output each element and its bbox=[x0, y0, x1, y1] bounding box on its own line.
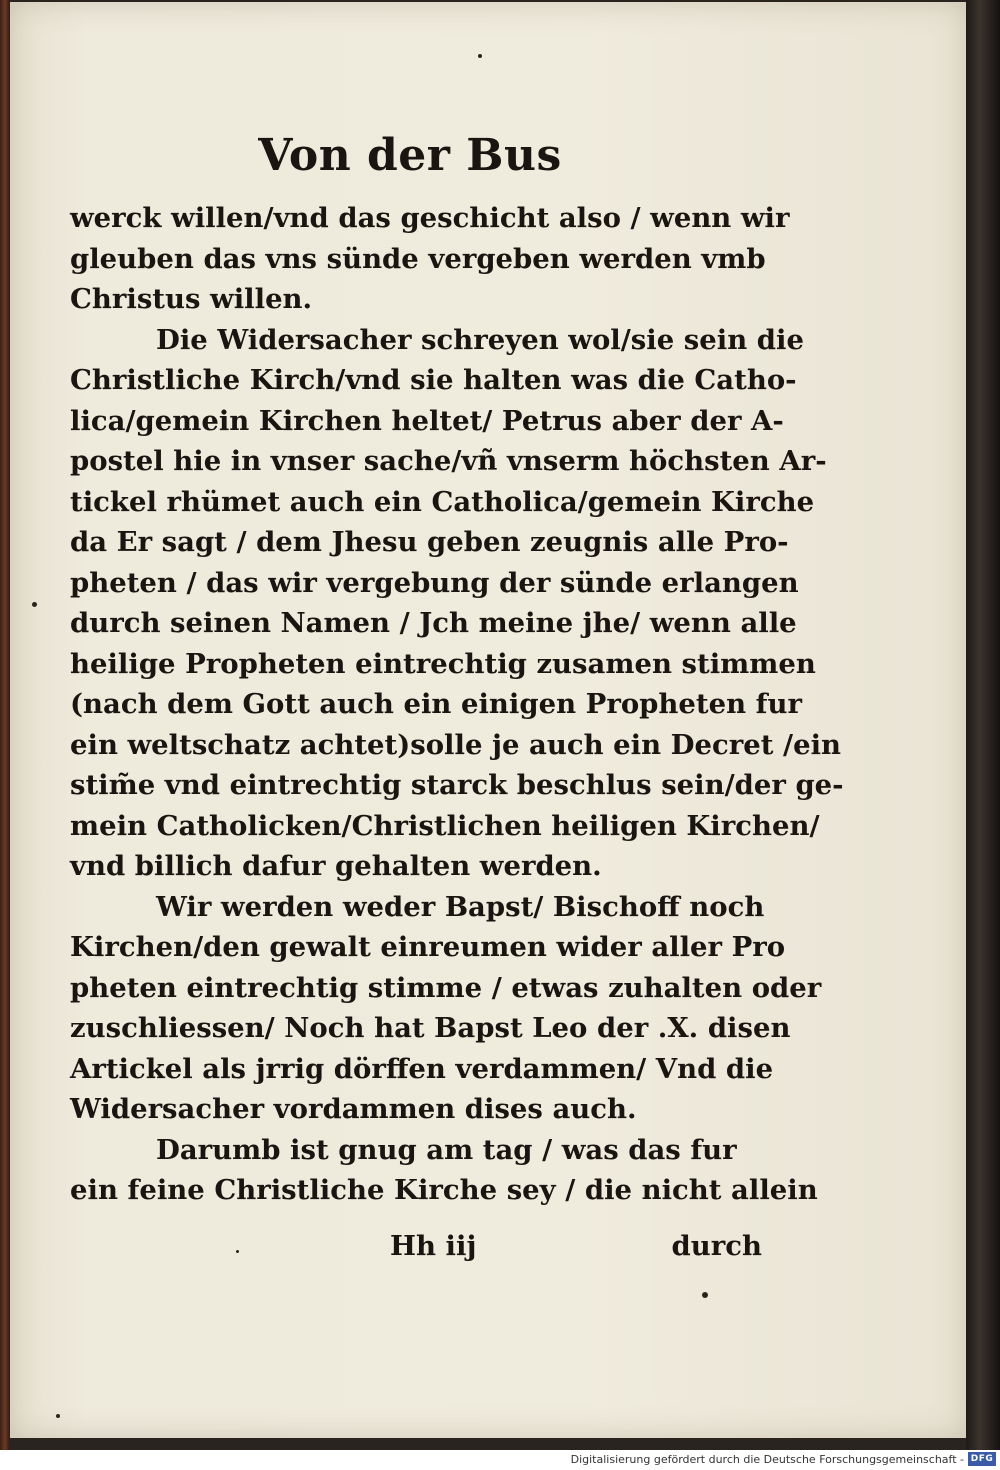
text-line: mein Catholicken/Christlichen heiligen Kirchen/ bbox=[70, 809, 820, 842]
dfg-logo: DFG bbox=[968, 1452, 996, 1466]
book-spine-edge bbox=[0, 0, 10, 1450]
catchword: durch bbox=[671, 1230, 762, 1262]
text-line: postel hie in vnser sache/vñ vnserm höchsten Ar- bbox=[70, 445, 827, 477]
text-line: Artickel als jrrig dörffen verdammen/ Vnd die bbox=[70, 1052, 774, 1085]
ink-speck bbox=[478, 54, 482, 58]
scan-right-edge bbox=[966, 0, 1000, 1450]
text-line: werck willen/vnd das geschicht also / wenn wir bbox=[70, 202, 790, 234]
funding-credit: Digitalisierung gefördert durch die Deutsche Forschungsgemeinschaft - bbox=[570, 1453, 964, 1466]
text-line: stim̃e vnd eintrechtig starck beschlus sein/der ge- bbox=[70, 769, 844, 801]
body-text bbox=[70, 198, 844, 1211]
text-line: Christliche Kirch/vnd sie halten was die Catho- bbox=[70, 364, 797, 396]
text-line: heilige Propheten eintrechtig zusamen stimmen bbox=[70, 647, 816, 680]
text-line: tickel rhümet auch ein Catholica/gemein Kirche bbox=[70, 485, 815, 518]
book-page bbox=[10, 2, 966, 1438]
text-line: pheten / das wir vergebung der sünde erlangen bbox=[70, 566, 799, 599]
ink-speck bbox=[32, 602, 37, 607]
text-line: Kirchen/den gewalt einreumen wider aller Pro bbox=[70, 931, 786, 963]
text-line: Die Widersacher schreyen wol/sie sein die bbox=[156, 323, 804, 356]
running-head: Von der Bus bbox=[258, 130, 562, 181]
text-line: Widersacher vordammen dises auch. bbox=[70, 1093, 637, 1125]
signature-mark: Hh iij bbox=[390, 1230, 477, 1262]
text-line: pheten eintrechtig stimme / etwas zuhalten oder bbox=[70, 971, 822, 1004]
text-line: vnd billich dafur gehalten werden. bbox=[70, 850, 602, 882]
text-line: ein feine Christliche Kirche sey / die nicht allein bbox=[70, 1174, 818, 1206]
text-line: da Er sagt / dem Jhesu geben zeugnis alle Pro- bbox=[70, 526, 789, 558]
text-line: gleuben das vns sünde vergeben werden vmb bbox=[70, 242, 766, 275]
text-line: durch seinen Namen / Jch meine jhe/ wenn alle bbox=[70, 607, 797, 639]
ink-speck bbox=[236, 1250, 239, 1253]
text-line: Darumb ist gnug am tag / was das fur bbox=[156, 1133, 737, 1166]
text-line: Wir werden weder Bapst/ Bischoff noch bbox=[156, 890, 765, 923]
text-line: zuschliessen/ Noch hat Bapst Leo der .X. disen bbox=[70, 1012, 791, 1044]
text-line: ein weltschatz achtet)solle je auch ein Decret /ein bbox=[70, 728, 842, 761]
ink-speck bbox=[56, 1414, 60, 1418]
digitization-footer bbox=[0, 1450, 1000, 1470]
ink-speck bbox=[702, 1292, 708, 1298]
text-line: Christus willen. bbox=[70, 283, 313, 315]
signature-line bbox=[390, 1226, 762, 1266]
text-line: (nach dem Gott auch ein einigen Propheten fur bbox=[70, 688, 802, 720]
text-line: lica/gemein Kirchen heltet/ Petrus aber der A- bbox=[70, 404, 784, 437]
